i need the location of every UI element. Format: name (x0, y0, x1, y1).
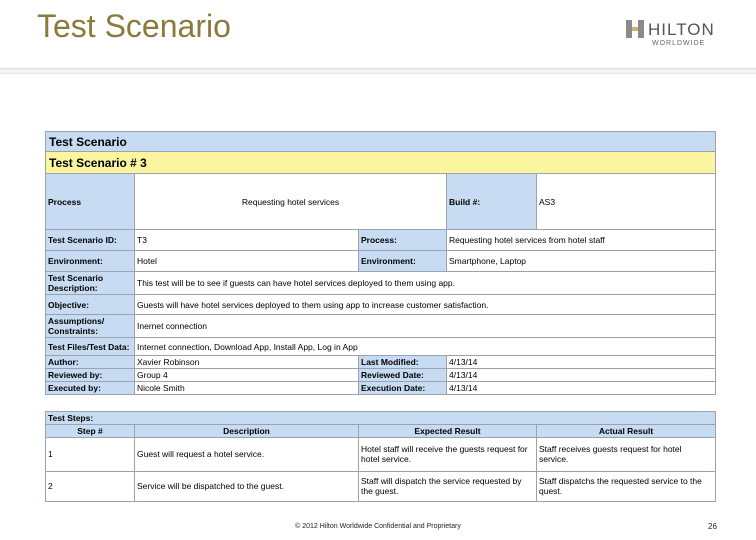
reviewed-date-value: 4/13/14 (447, 369, 716, 382)
test-scenario-document (45, 131, 715, 502)
scenario-heading: Test Scenario # 3 (46, 152, 716, 174)
environment2-value: Smartphone, Laptop (447, 251, 716, 272)
executed-by-label: Executed by: (46, 382, 135, 395)
executed-by-value: Nicole Smith (135, 382, 359, 395)
step-actual: Staff dispatchs the requested service to the quest. (537, 471, 716, 501)
logo-sub-text: WORLDWIDE (652, 40, 706, 47)
step-description: Service will be dispatched to the guest. (135, 471, 359, 501)
last-modified-label: Last Modified: (359, 356, 447, 369)
environment-value: Hotel (135, 251, 359, 272)
step-actual: Staff receives guests request for hotel service. (537, 437, 716, 471)
environment2-label: Environment: (359, 251, 447, 272)
reviewed-by-label: Reviewed by: (46, 369, 135, 382)
reviewed-by-value: Group 4 (135, 369, 359, 382)
steps-col-description: Description (135, 424, 359, 437)
step-number: 1 (46, 437, 135, 471)
scenario-table (45, 131, 716, 411)
author-label: Author: (46, 356, 135, 369)
step-expected: Hotel staff will receive the guests request for hotel service. (359, 437, 537, 471)
test-files-value: Internet connection, Download App, Install App, Log in App (135, 338, 716, 356)
reviewed-date-label: Reviewed Date: (359, 369, 447, 382)
steps-col-step: Step # (46, 424, 135, 437)
process-value: Requesting hotel services (135, 174, 447, 230)
build-value: AS3 (537, 174, 716, 230)
scenario-id-label: Test Scenario ID: (46, 230, 135, 251)
test-steps-label: Test Steps: (46, 411, 716, 424)
document-heading: Test Scenario (46, 132, 716, 152)
execution-date-value: 4/13/14 (447, 382, 716, 395)
process2-value: Requesting hotel services from hotel staff (447, 230, 716, 251)
test-steps-table (45, 411, 716, 502)
build-label: Build #: (447, 174, 537, 230)
description-label: Test Scenario Description: (46, 272, 135, 295)
process-label: Process (46, 174, 135, 230)
logo-brand-text: HILTON (648, 20, 715, 39)
objective-value: Guests will have hotel services deployed to them using app to increase customer satisfaction. (135, 295, 716, 315)
footer-text: © 2012 Hilton Worldwide Confidential and Proprietary (295, 523, 461, 530)
author-value: Xavier Robinson (135, 356, 359, 369)
step-number: 2 (46, 471, 135, 501)
process2-label: Process: (359, 230, 447, 251)
last-modified-value: 4/13/14 (447, 356, 716, 369)
step-expected: Staff will dispatch the service requested by the guest. (359, 471, 537, 501)
hilton-h-mark-icon (624, 18, 646, 40)
table-row (46, 437, 716, 471)
hilton-logo (622, 16, 722, 52)
assumptions-label: Assumptions/ Constraints: (46, 315, 135, 338)
page-number: 26 (708, 522, 717, 531)
header-divider (0, 68, 756, 74)
scenario-id-value: T3 (135, 230, 359, 251)
steps-col-expected: Expected Result (359, 424, 537, 437)
steps-col-actual: Actual Result (537, 424, 716, 437)
table-row (46, 471, 716, 501)
objective-label: Objective: (46, 295, 135, 315)
assumptions-value: Inernet connection (135, 315, 716, 338)
step-description: Guest will request a hotel service. (135, 437, 359, 471)
execution-date-label: Execution Date: (359, 382, 447, 395)
slide-title: Test Scenario (37, 8, 231, 44)
environment-label: Environment: (46, 251, 135, 272)
test-files-label: Test Files/Test Data: (46, 338, 135, 356)
description-value: This test will be to see if guests can have hotel services deployed to them using app. (135, 272, 716, 295)
